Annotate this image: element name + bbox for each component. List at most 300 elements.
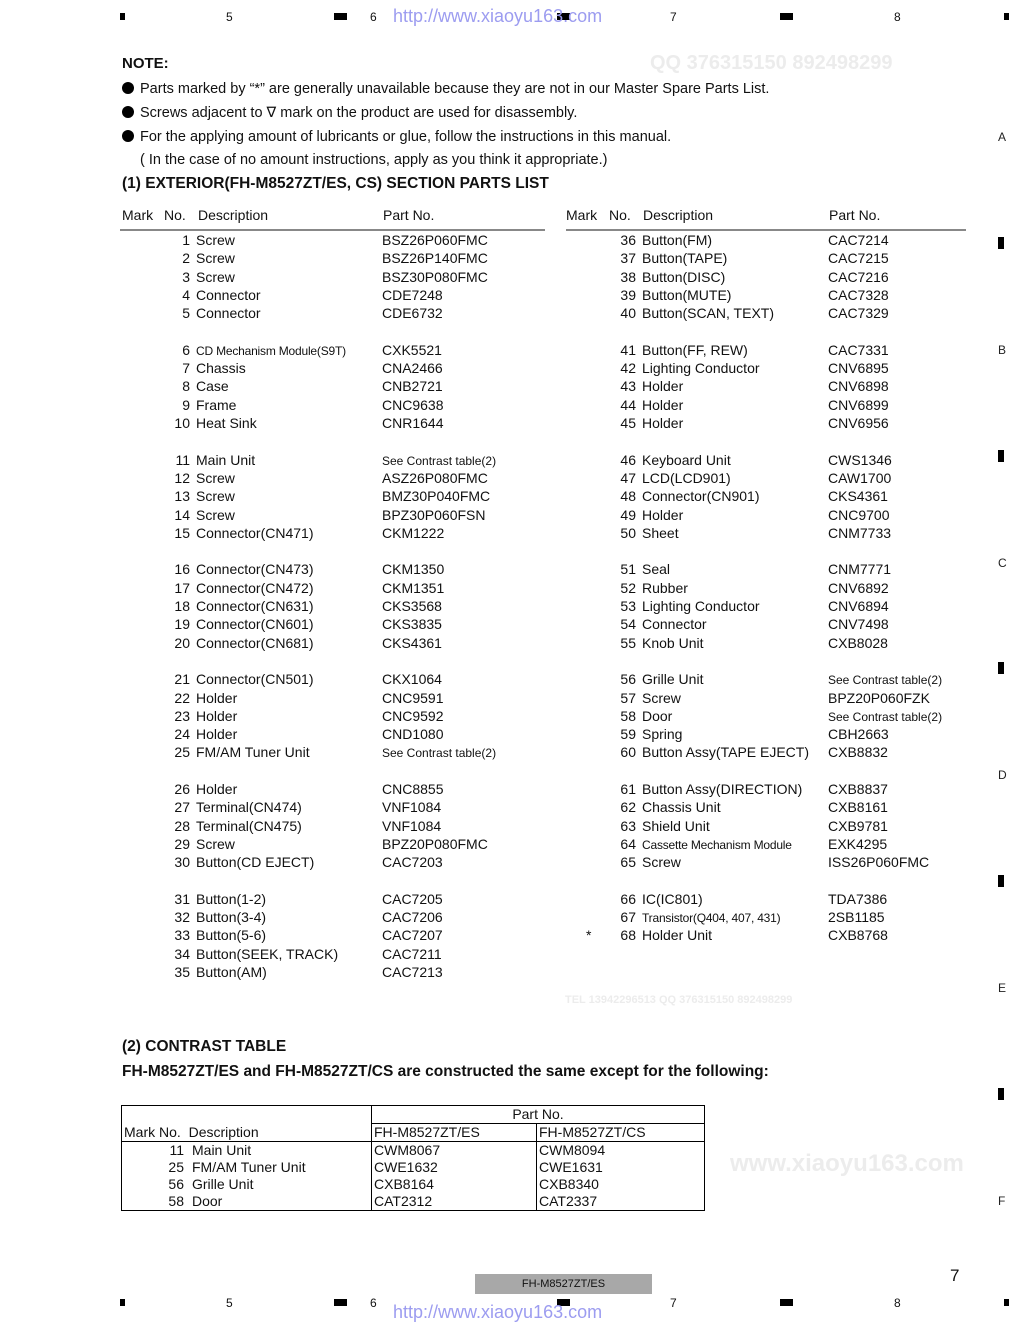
part-no-cell: CNC9638 [382,396,444,413]
no-cell: 32 [174,909,190,926]
part-no-cell: CAC7328 [828,286,889,303]
parts-row [566,891,966,909]
parts-row [120,964,545,982]
description-cell: Button(SCAN, TEXT) [642,305,775,322]
no-cell: 36 [620,232,636,248]
header-part-no: Part No. [372,1106,705,1124]
header-no: No. [164,207,186,223]
mark-cell: * [586,927,592,944]
parts-row [120,507,545,525]
no-cell: 27 [174,799,190,816]
note-line [122,81,769,97]
description-cell: Screw [196,469,235,486]
description-cell: Connector(CN681) [196,634,314,651]
contrast-no: 56 [168,1176,184,1192]
part-no-cell: CAC7211 [382,945,442,962]
header-description: Description [643,207,714,223]
contrast-es-cell: CWE1632 [372,1159,537,1176]
parts-row [120,909,545,927]
no-cell: 5 [182,305,190,322]
description-cell: Rubber [642,579,688,596]
parts-row [566,269,966,287]
contrast-no: 11 [169,1142,184,1158]
part-no-cell: CXB8837 [828,781,888,797]
description-cell: Connector(CN471) [196,524,314,541]
parts-row [566,507,966,525]
description-cell: Button(SEEK, TRACK) [196,945,339,962]
part-no-cell: ISS26P060FMC [828,854,930,871]
parts-row [120,305,545,323]
contrast-row [122,1159,705,1176]
no-cell: 49 [620,506,636,523]
parts-row [566,799,966,817]
no-cell: 13 [174,488,190,505]
no-cell: 3 [182,268,190,285]
header-col-es: FH-M8527ZT/ES [372,1124,537,1142]
ruler-mark [1004,1299,1009,1306]
side-mark [998,875,1004,887]
part-no-cell: CAC7203 [382,854,443,871]
header-description: Description [188,1124,259,1140]
parts-row [566,488,966,506]
description-cell: Holder [642,378,684,395]
footer-url-link[interactable]: http://www.xiaoyu163.com [393,1302,603,1322]
parts-row [566,561,966,579]
description-cell: Button(3-4) [196,909,267,926]
no-cell: 51 [620,561,636,578]
description-cell: Grille Unit [642,671,704,688]
part-no-cell: CXB8161 [828,799,888,816]
parts-row [566,250,966,268]
description-cell: Chassis Unit [642,799,721,816]
parts-row [120,415,545,433]
description-cell: Screw [196,506,235,523]
ruler-number: 6 [370,10,377,24]
parts-row [120,635,545,653]
header-part: Part No. [829,207,881,223]
note-title: NOTE: [122,55,169,72]
parts-row [566,378,966,396]
no-cell: 42 [620,360,636,377]
no-cell: 41 [620,341,636,358]
section2-subtitle: FH-M8527ZT/ES and FH-M8527ZT/CS are constructed the same except for the following: [122,1063,769,1080]
no-cell: 65 [620,854,636,871]
part-no-cell: CXB8028 [828,634,888,651]
no-cell: 40 [620,305,636,322]
description-cell: Chassis [196,360,246,377]
contrast-es-cell: CAT2312 [372,1193,537,1211]
side-mark [998,662,1004,674]
parts-row [120,378,545,396]
ruler-number: 7 [670,1296,677,1310]
note-text: Screws adjacent to ∇ mark on the product are used for disassembly. [140,105,578,121]
header-mark-no: Mark No. [124,1124,181,1140]
side-letter: C [998,556,1007,570]
no-cell: 38 [620,268,636,285]
no-cell: 4 [182,286,190,303]
description-cell: Spring [642,726,683,743]
ruler-number: 8 [894,1296,901,1310]
contrast-cs-cell: CAT2337 [537,1193,705,1211]
parts-row [566,452,966,470]
part-no-cell: CAC7331 [828,341,889,358]
part-no-cell: CAC7206 [382,909,443,926]
part-no-cell: CWS1346 [828,451,892,468]
part-no-cell: CXB9781 [828,817,888,834]
no-cell: 62 [620,799,636,816]
description-cell: Seal [642,561,671,578]
ruler-number: 5 [226,1296,233,1310]
no-cell: 55 [620,634,636,651]
parts-row [120,342,545,360]
parts-row [120,580,545,598]
no-cell: 19 [174,616,190,633]
header-description: Description [198,207,269,223]
part-no-cell: BMZ30P040FMC [382,488,491,505]
parts-row [120,818,545,836]
description-cell: Frame [196,396,237,413]
side-letter: A [998,130,1007,144]
description-cell: Lighting Conductor [642,360,760,377]
no-cell: 24 [174,726,190,743]
parts-row [566,616,966,634]
parts-row [120,360,545,378]
description-cell: Terminal(CN475) [196,817,302,834]
description-cell: Door [642,707,673,724]
description-cell: Transistor(Q404, 407, 431) [642,911,781,926]
part-no-cell: See Contrast table(2) [382,453,497,468]
description-cell: Screw [642,689,681,706]
contrast-row [122,1193,705,1211]
no-cell: 43 [620,378,636,395]
description-cell: Button(CD EJECT) [196,854,315,871]
ruler-number: 7 [670,10,677,24]
parts-row [566,287,966,305]
no-cell: 33 [174,927,190,944]
part-no-cell: CAC7214 [828,232,889,248]
no-cell: 60 [620,744,636,761]
part-no-cell: CKS4361 [382,634,442,651]
no-cell: 63 [620,817,636,834]
parts-row [566,525,966,543]
parts-row [120,946,545,964]
description-cell: Case [196,378,229,395]
watermark-middle: TEL 13942296513 QQ 376315150 892498299 [565,994,793,1006]
no-cell: 1 [182,232,190,248]
header-col-cs: FH-M8527ZT/CS [537,1124,705,1142]
no-cell: 22 [174,689,190,706]
part-no-cell: CNV7498 [828,616,889,633]
description-cell: FM/AM Tuner Unit [196,744,310,761]
part-no-cell: BSZ26P060FMC [382,232,488,248]
no-cell: 15 [174,524,190,541]
description-cell: Holder [196,689,238,706]
part-no-cell: CXK5521 [382,341,442,358]
part-no-cell: CKM1350 [382,561,445,578]
part-no-cell: BPZ20P060FZK [828,689,930,706]
contrast-desc-cell [122,1159,372,1176]
parts-row [120,470,545,488]
description-cell: Holder [642,415,684,431]
part-no-cell: CDE7248 [382,286,443,303]
contrast-cs-cell: CWM8094 [537,1142,705,1160]
no-cell: 39 [620,286,636,303]
part-no-cell: CNA2466 [382,360,443,377]
no-cell: 35 [174,964,190,980]
part-no-cell: VNF1084 [382,817,442,834]
description-cell: IC(IC801) [642,890,703,907]
header-mark: Mark [122,207,154,223]
parts-row [120,598,545,616]
no-cell: 17 [174,579,190,596]
contrast-header-left [122,1106,372,1142]
no-cell: 9 [182,396,190,413]
no-cell: 21 [174,671,190,688]
parts-row [566,836,966,854]
description-cell: Button(1-2) [196,890,267,907]
parts-row [120,891,545,909]
part-no-cell: CNM7771 [828,561,892,578]
parts-row [120,927,545,945]
parts-row [566,708,966,726]
no-cell: 48 [620,488,636,505]
parts-row [120,744,545,762]
parts-row [566,415,966,433]
header-url-link[interactable]: http://www.xiaoyu163.com [393,6,603,26]
part-no-cell: CAC7205 [382,890,443,907]
parts-row [566,580,966,598]
part-no-cell: CKS3568 [382,598,442,614]
no-cell: 16 [174,561,190,578]
description-cell: Sheet [642,524,679,541]
watermark-top: QQ 376315150 892498299 [650,52,893,74]
no-cell: 31 [174,890,190,907]
description-cell: Connector [642,616,707,633]
part-no-cell: See Contrast table(2) [382,746,497,761]
parts-row [120,397,545,415]
part-no-cell: CNC9700 [828,506,890,523]
no-cell: 52 [620,579,636,596]
part-no-cell: CAC7213 [382,964,443,980]
description-cell: Screw [196,250,235,267]
parts-list-right [566,207,966,997]
no-cell: 11 [175,451,190,468]
bullet-icon [122,82,134,94]
parts-row [120,854,545,872]
part-no-cell: BPZ20P080FMC [382,835,488,852]
no-cell: 45 [620,415,636,431]
description-cell: Terminal(CN474) [196,799,302,816]
no-cell: 20 [174,634,190,651]
contrast-desc-cell [122,1193,372,1211]
side-mark [998,237,1004,249]
parts-row [566,744,966,762]
page-number: 7 [950,1266,960,1285]
part-no-cell: 2SB1185 [828,909,885,926]
parts-row [566,854,966,872]
description-cell: Connector(CN901) [642,488,760,505]
no-cell: 34 [174,945,190,962]
part-no-cell: CNB2721 [382,378,443,395]
no-cell: 58 [620,707,636,724]
contrast-cs-cell: CXB8340 [537,1176,705,1193]
part-no-cell: BPZ30P060FSN [382,506,486,523]
no-cell: 64 [620,835,636,852]
description-cell: Button(5-6) [196,927,267,944]
parts-row [120,232,545,250]
description-cell: Knob Unit [642,634,704,651]
part-no-cell: CKX1064 [382,671,442,688]
parts-row [120,781,545,799]
description-cell: Holder [196,726,238,743]
description-cell: Connector(CN472) [196,579,314,596]
part-no-cell: CBH2663 [828,726,889,743]
parts-row [120,452,545,470]
footer-model-label: FH-M8527ZT/ES [475,1274,652,1294]
parts-row [566,690,966,708]
parts-row [566,635,966,653]
part-no-cell: CKM1351 [382,579,445,596]
description-cell: Lighting Conductor [642,598,760,614]
description-cell: Button Assy(TAPE EJECT) [642,744,810,761]
no-cell: 57 [620,689,636,706]
bullet-icon [122,130,134,142]
part-no-cell: EXK4295 [828,835,888,852]
part-no-cell: CXB8768 [828,927,888,944]
contrast-desc-cell [122,1176,372,1193]
part-no-cell: CKS3835 [382,616,442,633]
part-no-cell: BSZ30P080FMC [382,268,488,285]
no-cell: 67 [620,909,636,926]
no-cell: 29 [174,835,190,852]
no-cell: 30 [174,854,190,871]
ruler-mark [120,1299,125,1306]
contrast-table [121,1105,705,1211]
description-cell: Screw [196,835,235,852]
ruler-mark [780,13,793,20]
part-no-cell: CND1080 [382,726,444,743]
parts-row [120,690,545,708]
side-mark [998,450,1004,462]
no-cell: 54 [620,616,636,633]
ruler-mark [334,13,347,20]
description-cell: LCD(LCD901) [642,469,731,486]
parts-row [120,799,545,817]
part-no-cell: CNC9592 [382,707,444,724]
part-no-cell: CNV6956 [828,415,889,431]
description-cell: Connector [196,286,261,303]
parts-row [120,250,545,268]
description-cell: Cassette Mechanism Module [642,837,792,852]
no-cell: 10 [174,415,190,431]
parts-row [566,909,966,927]
no-cell: 28 [174,817,190,834]
parts-row [566,671,966,689]
description-cell: Screw [196,232,235,248]
no-cell: 18 [174,598,190,614]
no-cell: 6 [182,341,190,358]
no-cell: 12 [174,469,190,486]
side-ruler [996,0,1016,1320]
header-no: No. [609,207,631,223]
part-no-cell: CNC8855 [382,781,444,797]
parts-row [566,781,966,799]
side-letter: F [998,1194,1006,1208]
parts-row [120,488,545,506]
contrast-no: 25 [168,1159,184,1175]
no-cell: 66 [620,890,636,907]
no-cell: 2 [182,250,190,267]
bullet-icon [122,106,134,118]
part-no-cell: CAW1700 [828,469,892,486]
parts-row [566,397,966,415]
no-cell: 7 [182,360,190,377]
parts-row [120,671,545,689]
no-cell: 47 [620,469,636,486]
description-cell: Connector [196,305,261,322]
part-no-cell: TDA7386 [828,890,888,907]
section1-title: (1) EXTERIOR(FH-M8527ZT/ES, CS) SECTION PARTS LIST [122,175,549,192]
side-letter: D [998,768,1007,782]
note-text: For the applying amount of lubricants or glue, follow the instructions in this manual. [140,129,672,145]
section2-title: (2) CONTRAST TABLE [122,1038,287,1055]
side-letter: B [998,343,1007,357]
no-cell: 23 [174,707,190,724]
no-cell: 8 [182,378,190,395]
part-no-cell: ASZ26P080FMC [382,469,488,486]
contrast-description: Main Unit [192,1142,252,1158]
parts-row [120,836,545,854]
header-part: Part No. [383,207,435,223]
note-text: Parts marked by “*” are generally unavailable because they are not in our Master Spare Parts List. [140,81,770,97]
watermark-bottom: www.xiaoyu163.com [730,1150,964,1177]
description-cell: Button(FM) [642,232,713,248]
no-cell: 46 [620,451,636,468]
part-no-cell: See Contrast table(2) [828,709,943,724]
parts-row [566,305,966,323]
side-mark [998,1088,1004,1100]
parts-list-header [566,207,966,231]
part-no-cell: See Contrast table(2) [828,673,943,688]
description-cell: Heat Sink [196,415,257,431]
no-cell: 25 [174,744,190,761]
no-cell: 61 [620,781,636,797]
no-cell: 50 [620,524,636,541]
description-cell: Connector(CN601) [196,616,314,633]
description-cell: Button(MUTE) [642,286,732,303]
description-cell: Screw [196,268,235,285]
note-line [122,129,671,145]
contrast-cs-cell: CWE1631 [537,1159,705,1176]
ruler-mark [780,1299,793,1306]
contrast-desc-cell [122,1142,372,1160]
contrast-description: FM/AM Tuner Unit [192,1159,306,1175]
parts-row [120,269,545,287]
no-cell: 59 [620,726,636,743]
ruler-mark [120,13,125,20]
part-no-cell: CNV6894 [828,598,889,614]
description-cell: Keyboard Unit [642,451,731,468]
part-no-cell: CKS4361 [828,488,888,505]
description-cell: Button(TAPE) [642,250,728,267]
part-no-cell: CNV6899 [828,396,889,413]
no-cell: 37 [620,250,636,267]
header-mark: Mark [566,207,598,223]
part-no-cell: CKM1222 [382,524,445,541]
no-cell: 53 [620,598,636,614]
part-no-cell: CNV6895 [828,360,889,377]
description-cell: Holder [642,396,684,413]
